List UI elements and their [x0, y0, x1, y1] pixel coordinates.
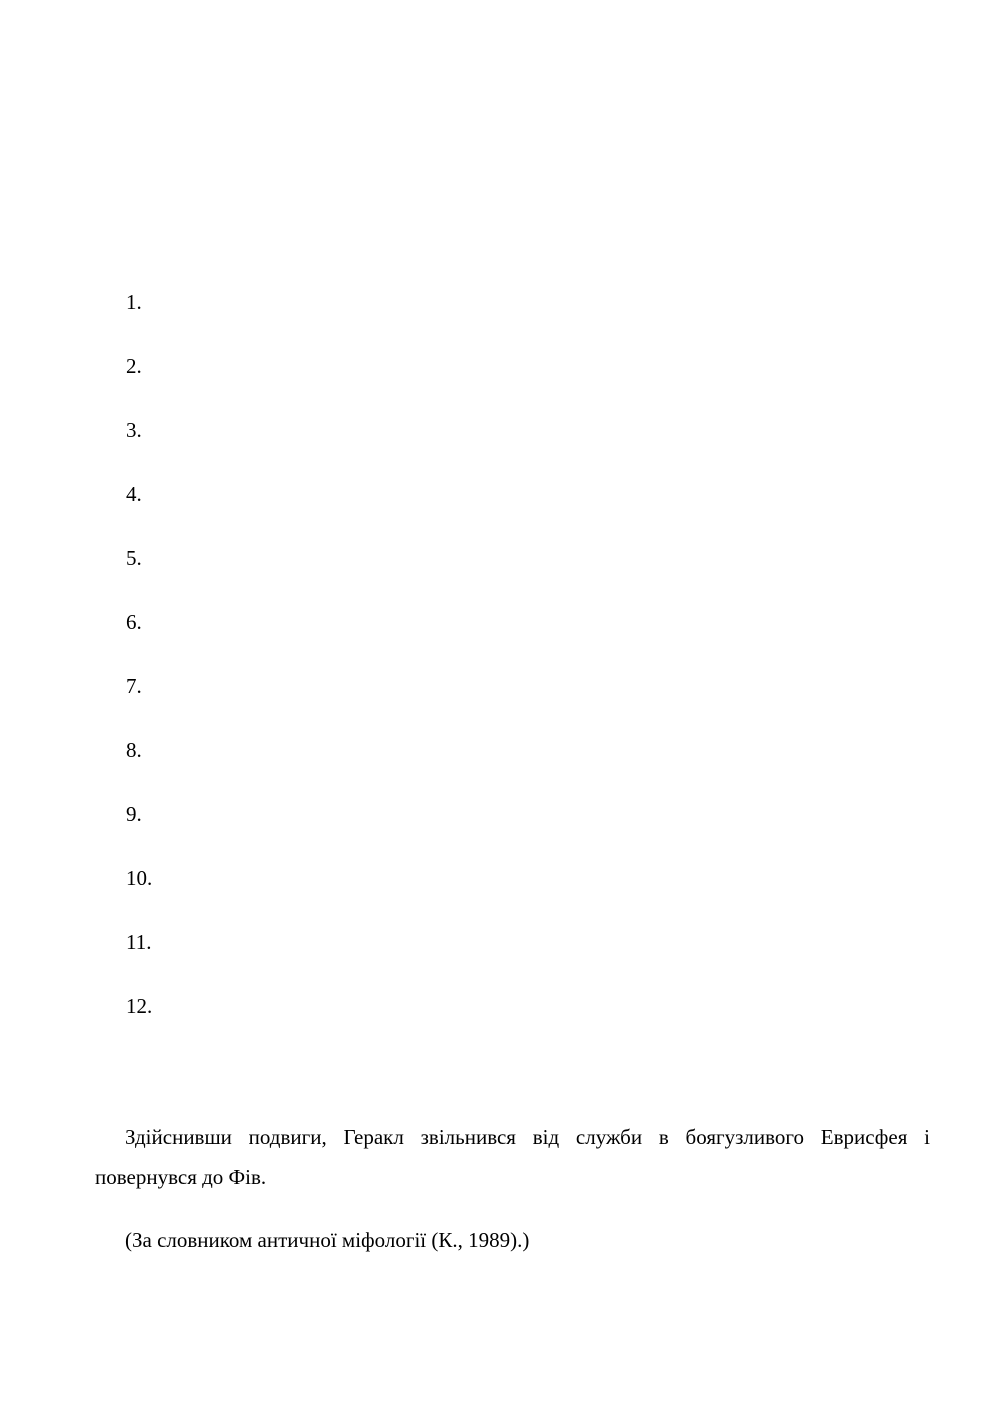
list-item: 10.	[126, 866, 153, 890]
list-item: 5.	[126, 546, 142, 570]
list-item: 7.	[126, 674, 142, 698]
numbered-list	[126, 288, 152, 1056]
list-item: 6.	[126, 610, 142, 634]
list-item: 4.	[126, 482, 142, 506]
list-item: 3.	[126, 418, 142, 442]
list-item: 9.	[126, 802, 142, 826]
source-citation: (За словником античної міфології (К., 1989).)	[125, 1228, 530, 1252]
body-paragraph: Здійснивши подвиги, Геракл звільнився від служби в боягузливого Еврисфея і повернувся до Фів.	[95, 1125, 930, 1189]
list-item: 8.	[126, 738, 142, 762]
list-item: 12.	[126, 994, 153, 1018]
list-item: 2.	[126, 354, 142, 378]
list-item: 1.	[126, 290, 142, 314]
list-item: 11.	[126, 930, 152, 954]
